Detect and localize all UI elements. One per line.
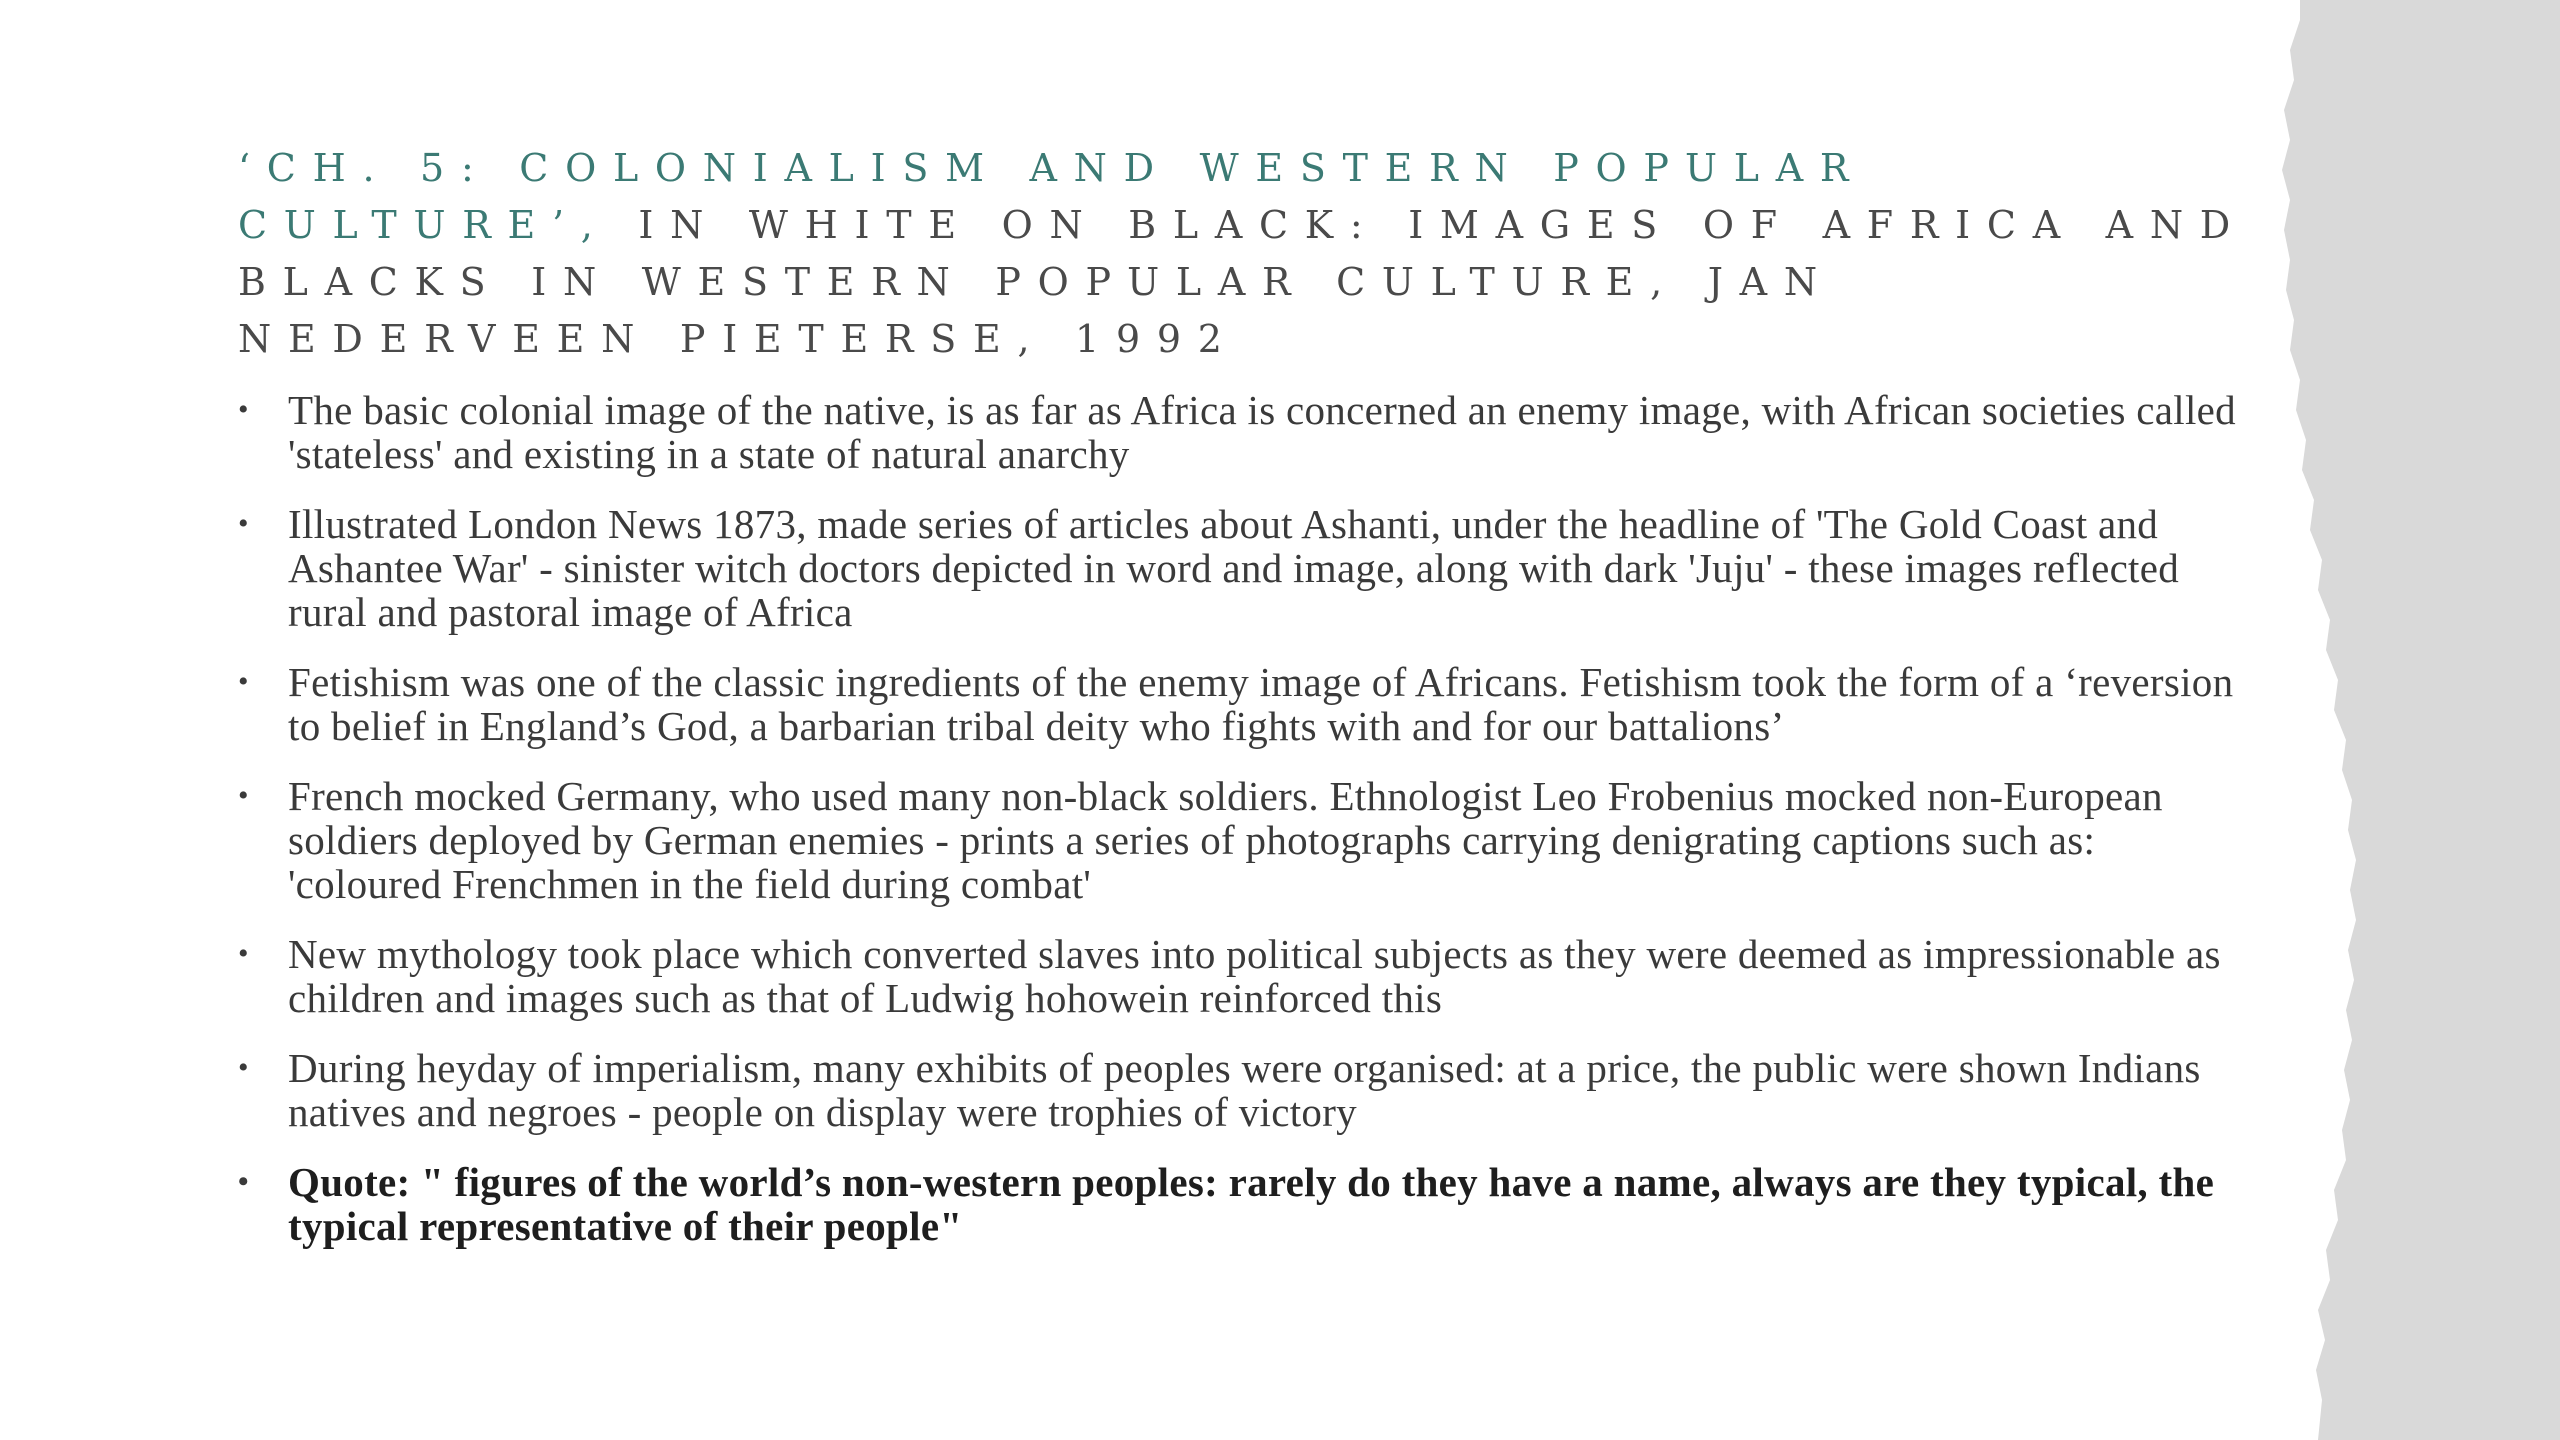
bullet-dot-icon: •	[238, 665, 249, 698]
bullet-item	[238, 660, 2248, 748]
bullet-dot-icon: •	[238, 507, 249, 540]
bullet-dot-icon: •	[238, 1165, 249, 1198]
title-rest-text: IN WHITE ON BLACK: IMAGES OF AFRICA AND BLACKS IN WESTERN POPULAR CULTURE, JAN NEDERVEEN PIETERSE, 1992	[238, 203, 2247, 361]
bullet-text: French mocked Germany, who used many non-black soldiers. Ethnologist Leo Frobenius mocked non-European soldiers deployed by German enemies - prints a series of photographs carrying denigrating captions such as: 'coloured Frenchmen in the field during combat'	[288, 773, 2163, 907]
bullet-list	[238, 388, 2248, 1248]
bullet-item	[238, 502, 2248, 634]
bullet-text: New mythology took place which converted slaves into political subjects as they were deemed as impressionable as children and images such as that of Ludwig hohowein reinforced this	[288, 931, 2221, 1021]
bullet-dot-icon: •	[238, 1051, 249, 1084]
bullet-text: During heyday of imperialism, many exhibits of peoples were organised: at a price, the public were shown Indians natives and negroes - people on display were trophies of victory	[288, 1045, 2201, 1135]
bullet-text: Quote: " figures of the world’s non-western peoples: rarely do they have a name, always are they typical, the typical representative of their people"	[288, 1159, 2215, 1249]
bullet-text: Fetishism was one of the classic ingredients of the enemy image of Africans. Fetishism took the form of a ‘reversion to belief in England’s God, a barbarian tribal deity who fights with and for our battalions’	[288, 659, 2234, 749]
bullet-text: The basic colonial image of the native, is as far as Africa is concerned an enemy image, with African societies called 'stateless' and existing in a state of natural anarchy	[288, 387, 2236, 477]
bullet-dot-icon: •	[238, 393, 249, 426]
bullet-item-quote	[238, 1160, 2248, 1248]
bullet-item	[238, 774, 2248, 906]
slide-content	[238, 140, 2248, 1274]
title-accent-text: ‘CH. 5: COLONIALISM AND WESTERN POPULAR CULTURE’,	[238, 146, 1866, 247]
bullet-dot-icon: •	[238, 937, 249, 970]
bullet-item	[238, 1046, 2248, 1134]
bullet-item	[238, 932, 2248, 1020]
slide-title	[238, 140, 2248, 368]
bullet-text: Illustrated London News 1873, made series of articles about Ashanti, under the headline of 'The Gold Coast and Ashantee War' - sinister witch doctors depicted in word and image, along with dark 'Juju' - these images reflected rural and pastoral image of Africa	[288, 501, 2180, 635]
bullet-dot-icon: •	[238, 779, 249, 812]
bullet-item	[238, 388, 2248, 476]
torn-paper-shape	[2282, 0, 2560, 1440]
